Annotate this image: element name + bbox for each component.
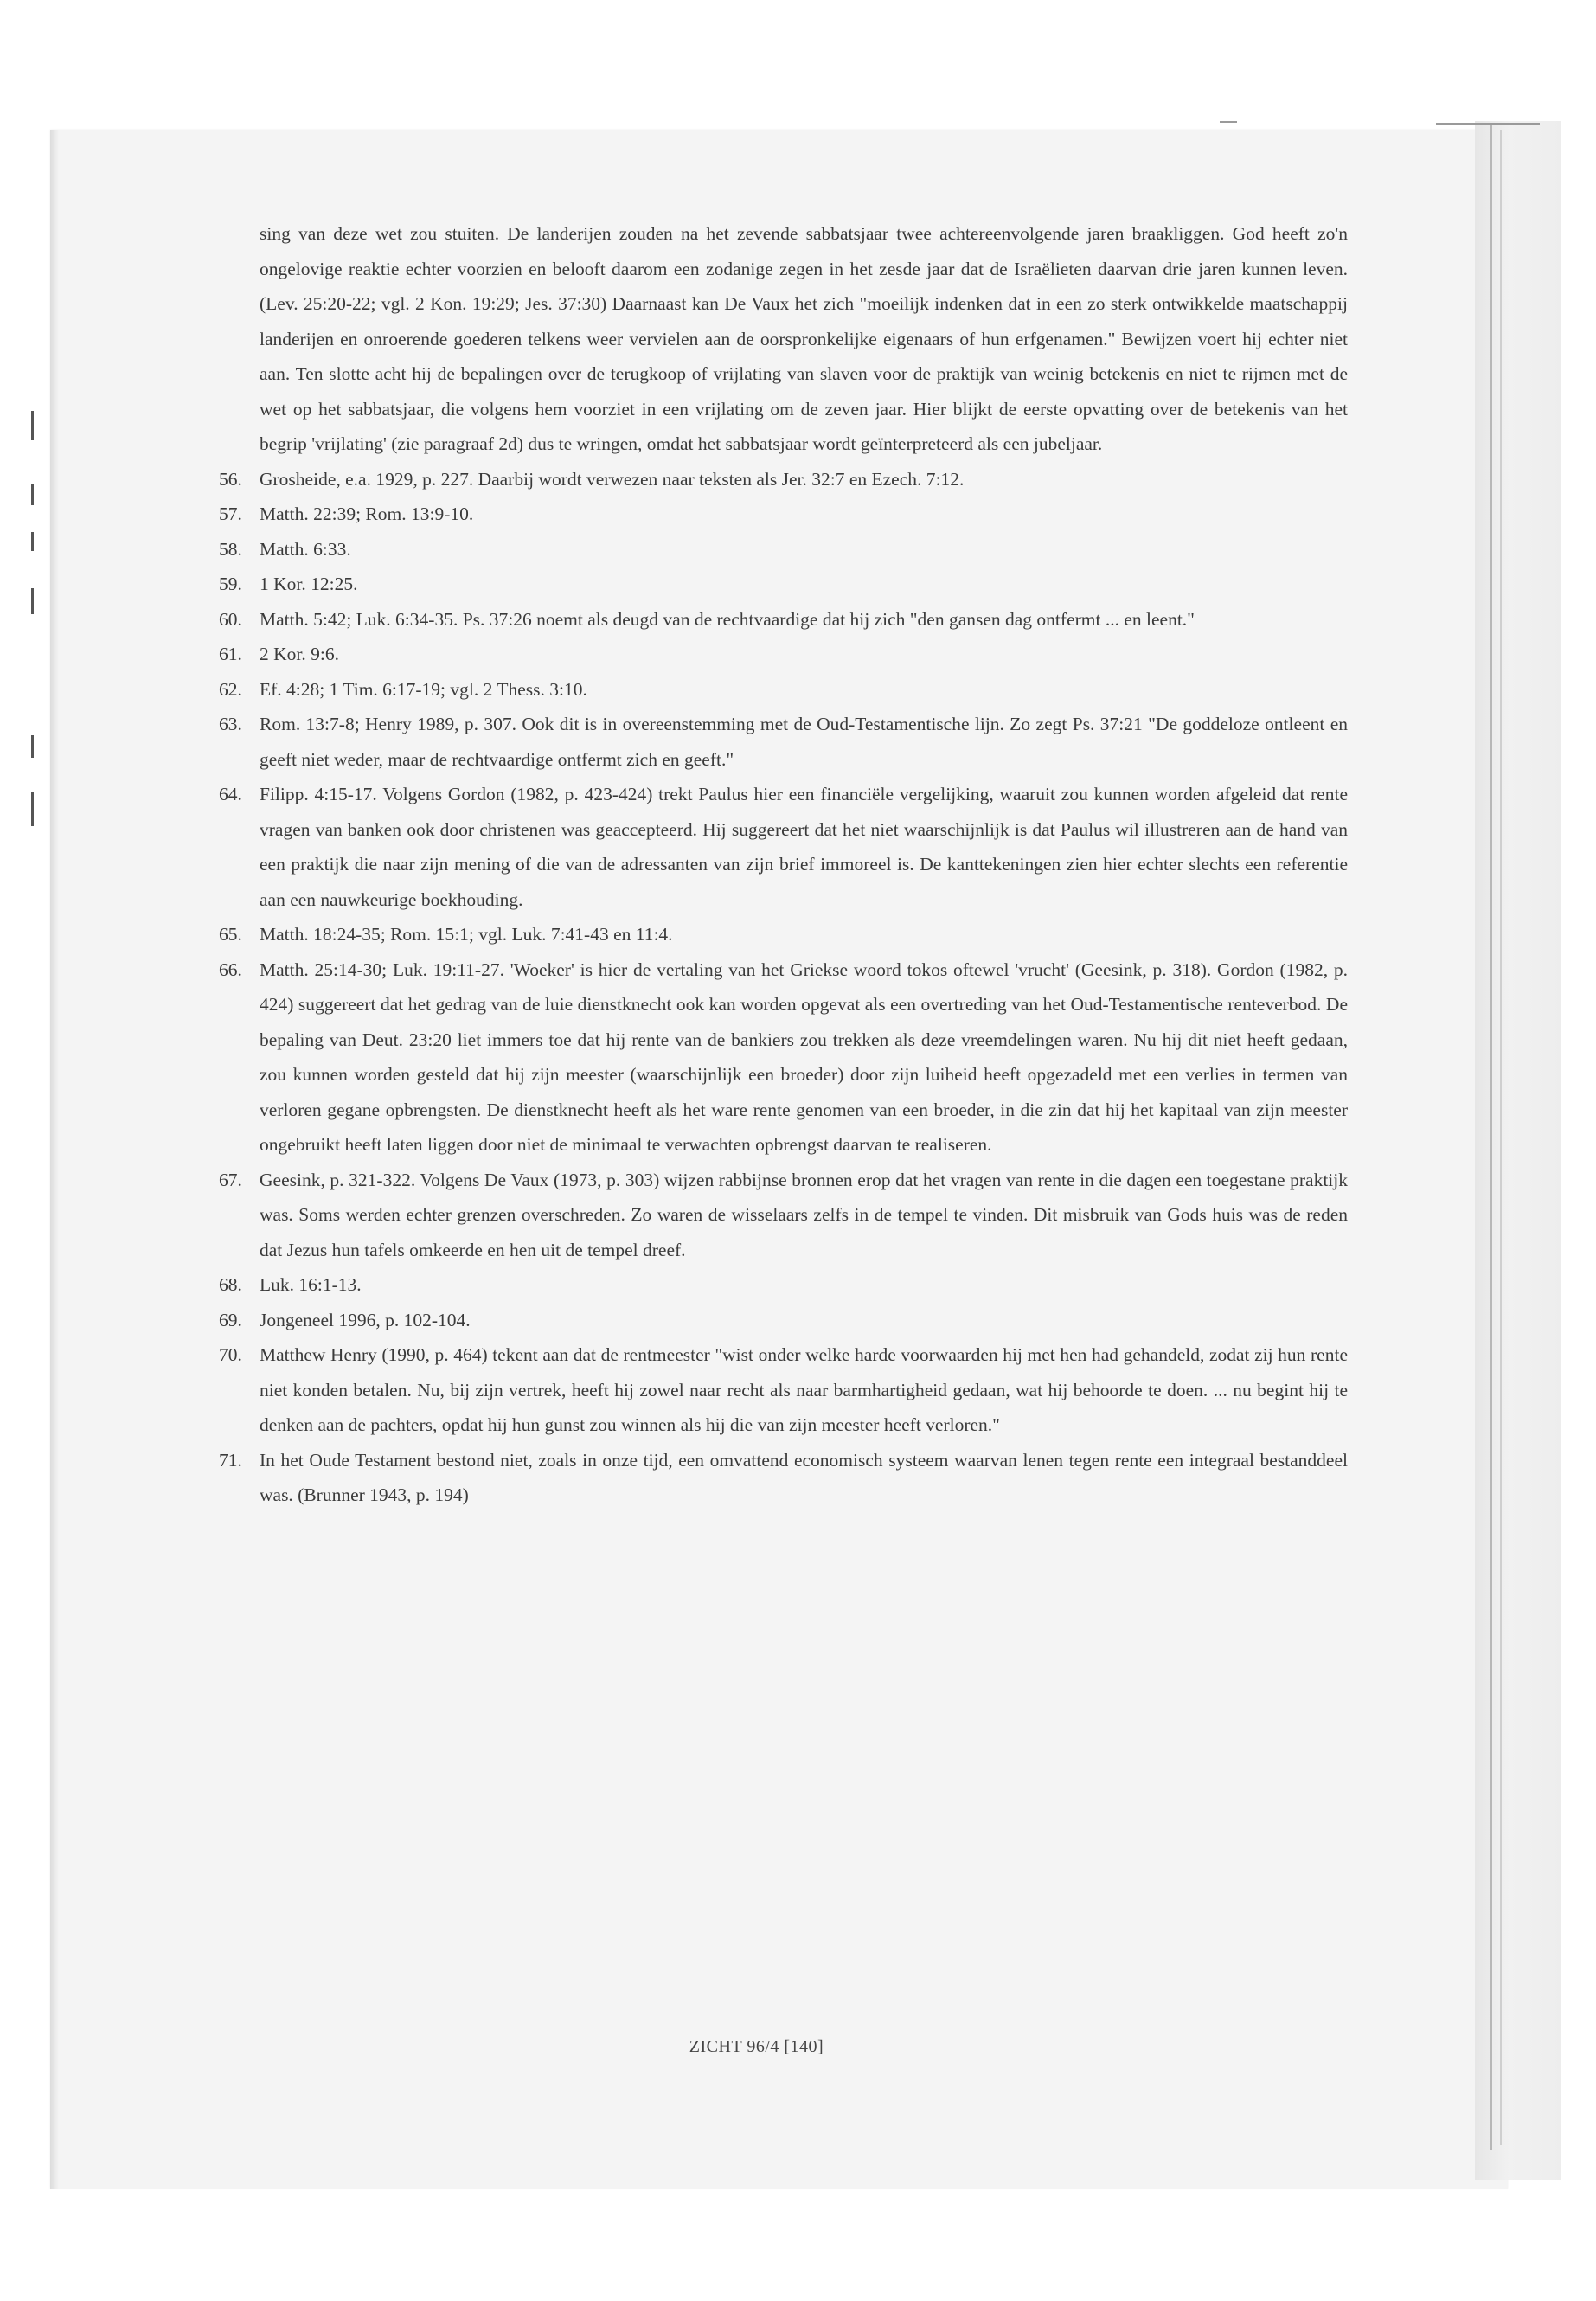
footnote-text: Matth. 6:33.: [260, 538, 351, 560]
footnote-text: Grosheide, e.a. 1929, p. 227. Daarbij wordt verwezen naar teksten als Jer. 32:7 en Ezech. 7:12.: [260, 468, 965, 490]
footnote: [219, 567, 1348, 602]
footnote-text: Luk. 16:1-13.: [260, 1274, 362, 1295]
footnote-number: 57.: [219, 503, 242, 524]
footnote-text: Filipp. 4:15-17. Volgens Gordon (1982, p. 423-424) trekt Paulus hier een financiële vergelijking, waaruit zou kunnen worden afgeleid dat rente vragen van banken ook door christenen was geaccepteerd. Hij suggereert dat het niet waarschijnlijk is dat Paulus wil illustreren aan de hand van een praktijk die naar zijn mening of die van de adressanten van zijn brief immoreel is. De kanttekeningen zien hier echter slechts een referentie aan een nauwkeurige boekhouding.: [260, 784, 1348, 910]
footnote-text: Matth. 18:24-35; Rom. 15:1; vgl. Luk. 7:41-43 en 11:4.: [260, 924, 673, 945]
footnote-text: Geesink, p. 321-322. Volgens De Vaux (1973, p. 303) wijzen rabbijnse bronnen erop dat het vragen van rente in die dagen een toegestane praktijk was. Soms werden echter grenzen overschreden. Zo waren de wisselaars zelfs in de tempel te vinden. Dit misbruik van Gods huis was de reden dat Jezus hun tafels omkeerde en hen uit de tempel dreef.: [260, 1169, 1348, 1260]
margin-mark: [31, 411, 34, 440]
footnote: [219, 1267, 1348, 1303]
footnote-text: 2 Kor. 9:6.: [260, 644, 339, 664]
footnote-number: 58.: [219, 538, 242, 560]
page-edge-line: [1490, 125, 1492, 2150]
footnote: [219, 637, 1348, 672]
footnote-text: Matthew Henry (1990, p. 464) tekent aan dat de rentmeester "wist onder welke harde voorwaarden hij met hen had gehandeld, zodat zij hun rente niet konden betalen. Nu, bij zijn vertrek, heeft hij zowel naar recht als naar barmhartigheid gedaan, wat hij behoorde te doen. ... nu begint hij te denken aan de pachters, opdat hij hun gunst zou winnen als hij die van zijn meester heeft verloren.": [260, 1344, 1348, 1435]
footnote-text: Matth. 25:14-30; Luk. 19:11-27. 'Woeker' is hier de vertaling van het Griekse woord tokos oftewel 'vrucht' (Geesink, p. 318). Gordon (1982, p. 424) suggereert dat het gedrag van de luie dienstknecht ook kan worden opgevat als een overtreding van het Oud-Testamentische renteverbod. De bepaling van Deut. 23:20 liet immers toe dat hij rente van de bankiers zou trekken als deze vreemdelingen waren. Nu hij dit niet heeft gedaan, zou kunnen worden gesteld dat hij zijn meester (waarschijnlijk een broeder) door zijn luiheid heeft opgezadeld met een verlies in termen van verloren gegane opbrengsten. De dienstknecht heeft als het ware rente genomen van een broeder, in die zin dat hij het kapitaal van zijn meester ongebruikt heeft laten liggen door niet de minimaal te verwachten opbrengst daarvan te realiseren.: [260, 958, 1348, 1155]
footnote: [219, 602, 1348, 638]
footnote: [219, 1443, 1348, 1513]
margin-mark: [31, 484, 34, 505]
footnote: [219, 707, 1348, 777]
footnote-text: Ef. 4:28; 1 Tim. 6:17-19; vgl. 2 Thess. 3:10.: [260, 678, 587, 700]
footnote-number: 71.: [219, 1449, 242, 1471]
footnote: [219, 952, 1348, 1163]
margin-mark: [31, 532, 34, 551]
footnote: [219, 1303, 1348, 1338]
footnote: [219, 1163, 1348, 1268]
top-edge-tick-small: [1220, 121, 1237, 123]
footnote-number: 65.: [219, 924, 242, 945]
footer-text: ZICHT 96/4 [140]: [689, 2037, 824, 2056]
page-footer: [0, 2037, 1596, 2057]
top-edge-tick: [1436, 123, 1540, 125]
footnote-number: 67.: [219, 1169, 242, 1190]
footnote-number: 69.: [219, 1309, 242, 1330]
notes-list: [219, 462, 1348, 1513]
footnote: [219, 917, 1348, 952]
footnote-text: Matth. 22:39; Rom. 13:9-10.: [260, 503, 474, 524]
page-right-fold: [1475, 121, 1561, 2180]
margin-mark: [31, 735, 34, 758]
footnote-number: 68.: [219, 1274, 242, 1295]
footnote-text: In het Oude Testament bestond niet, zoals in onze tijd, een omvattend economisch systeem waarvan lenen tegen rente een integraal bestanddeel was. (Brunner 1943, p. 194): [260, 1449, 1348, 1505]
footnote: [219, 497, 1348, 532]
footnote-number: 62.: [219, 678, 242, 700]
footnote-number: 63.: [219, 714, 242, 734]
footnote-number: 61.: [219, 644, 242, 664]
margin-mark: [31, 792, 34, 826]
footnote-number: 66.: [219, 958, 242, 980]
margin-marks: [31, 0, 36, 2301]
footnote: [219, 672, 1348, 708]
footnote-text: 1 Kor. 12:25.: [260, 574, 358, 594]
footnote: [219, 462, 1348, 497]
page-left-shadow: [50, 130, 59, 2189]
footnote: [219, 777, 1348, 917]
footnote-number: 70.: [219, 1344, 242, 1365]
note-continuation: sing van deze wet zou stuiten. De landerijen zouden na het zevende sabbatsjaar twee achtereenvolgende jaren braakliggen. God heeft zo'n ongelovige reaktie echter voorzien en belooft daarom een zodanige zegen in het zesde jaar dat de Israëlieten daarvan drie jaren kunnen leven. (Lev. 25:20-22; vgl. 2 Kon. 19:29; Jes. 37:30) Daarnaast kan De Vaux het zich "moeilijk indenken dat in een zo sterk ontwikkelde maatschappij landerijen en onroerende goederen telkens weer vervielen aan de oorspronkelijke eigenaars of hun erfgenamen." Bewijzen voert hij echter niet aan. Ten slotte acht hij de bepalingen over de terugkoop of vrijlating van slaven voor de praktijk van weinig betekenis en niet te rijmen met de wet op het sabbatsjaar, die volgens hem voorziet in een vrijlating om de zeven jaar. Hier blijkt de eerste opvatting over de betekenis van het begrip 'vrijlating' (zie paragraaf 2d) dus te wringen, omdat het sabbatsjaar wordt geïnterpreteerd als een jubeljaar.: [260, 223, 1348, 454]
footnote: [219, 532, 1348, 567]
margin-mark: [31, 588, 34, 614]
page-edge-line-secondary: [1500, 130, 1502, 2145]
footnote-number: 56.: [219, 468, 242, 490]
footnote-number: 60.: [219, 608, 242, 630]
footnote: [219, 1337, 1348, 1443]
footnotes-body: [219, 216, 1348, 1513]
footnote-number: 64.: [219, 784, 242, 804]
footnote-text: Matth. 5:42; Luk. 6:34-35. Ps. 37:26 noemt als deugd van de rechtvaardige dat hij zich "den gansen dag ontfermt ... en leent.": [260, 608, 1195, 630]
footnote-number: 59.: [219, 574, 242, 594]
footnote-text: Jongeneel 1996, p. 102-104.: [260, 1309, 471, 1330]
footnote-text: Rom. 13:7-8; Henry 1989, p. 307. Ook dit is in overeenstemming met de Oud-Testamentische lijn. Zo zegt Ps. 37:21 "De goddeloze ontleent en geeft niet weder, maar de rechtvaardige ontfermt zich en geeft.": [260, 714, 1348, 770]
